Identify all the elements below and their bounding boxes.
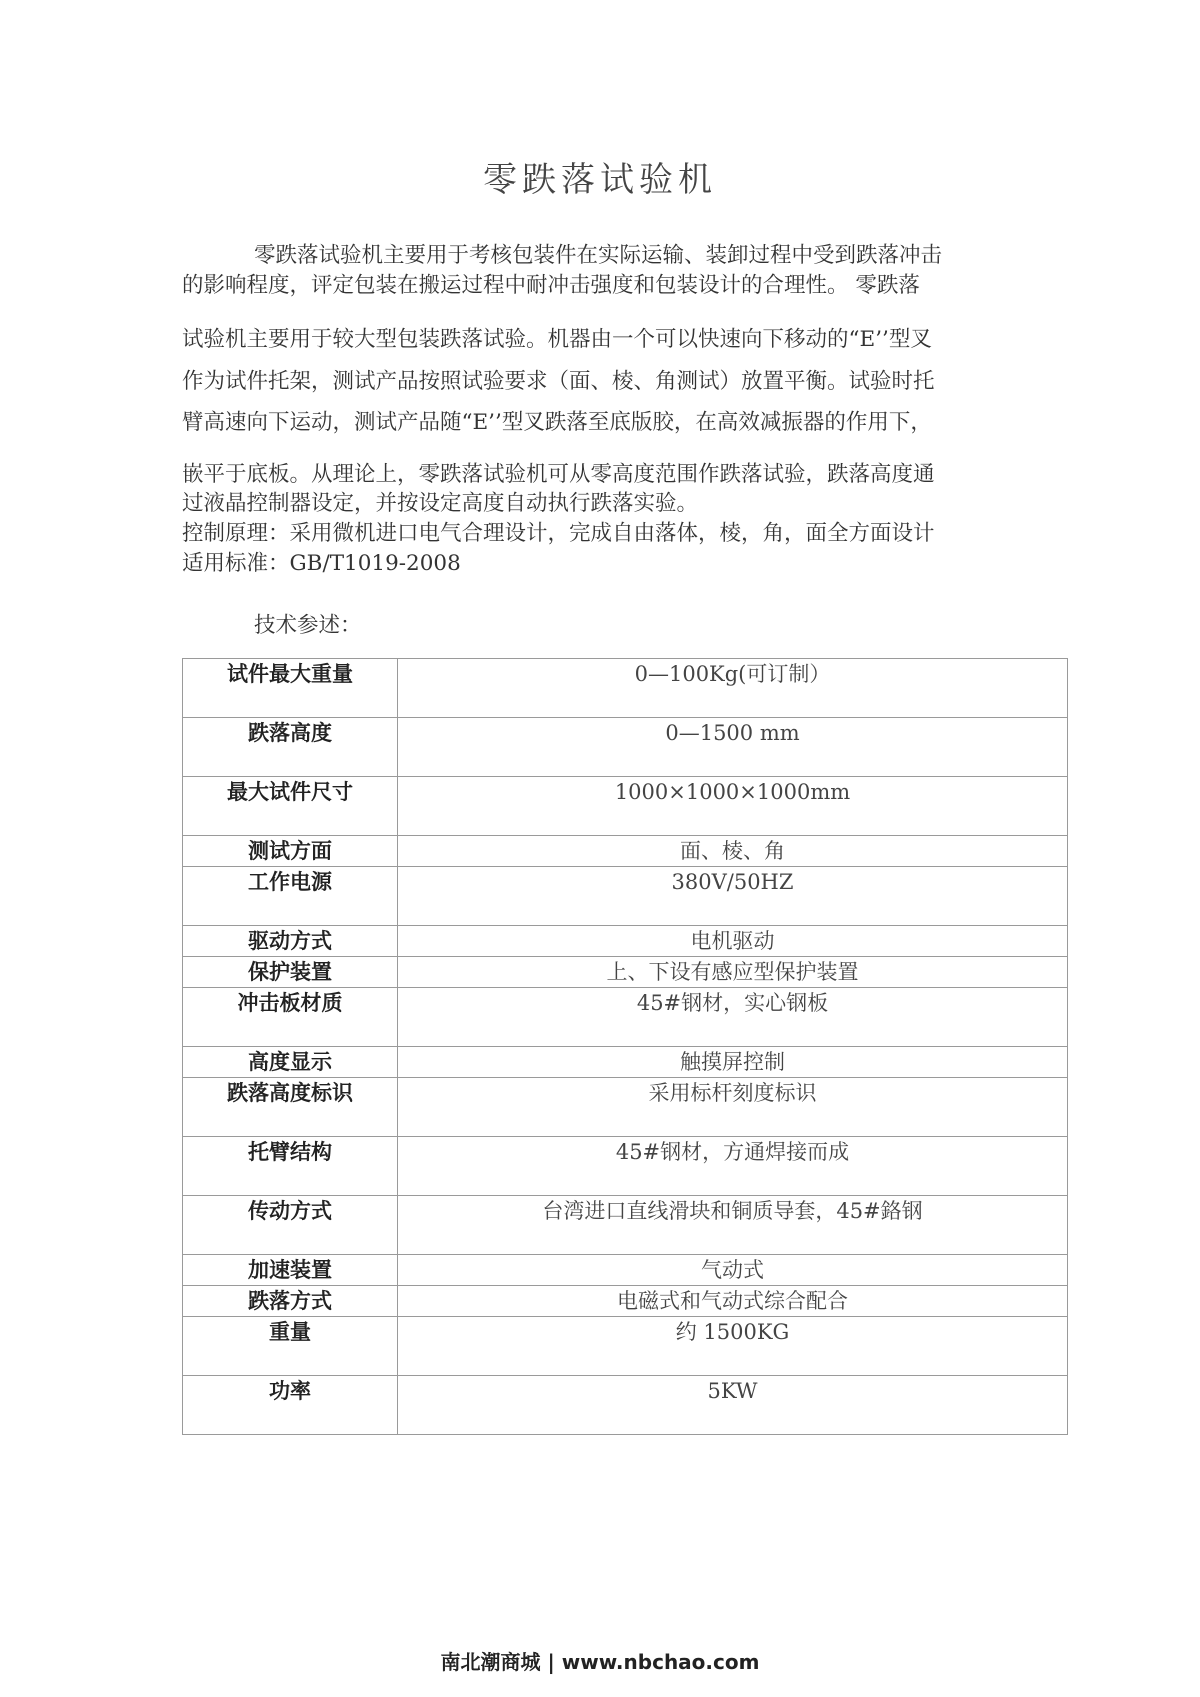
param-key: 驱动方式 xyxy=(183,926,398,957)
param-key: 高度显示 xyxy=(183,1047,398,1078)
param-value: 电机驱动 xyxy=(398,926,1068,957)
param-key: 工作电源 xyxy=(183,867,398,926)
params-table xyxy=(182,658,1068,1435)
paragraph-line: 试验机主要用于较大型包装跌落试验。机器由一个可以快速向下移动的“E’’型叉 xyxy=(182,327,932,352)
table-row xyxy=(183,957,1068,988)
footer-url-link[interactable]: www.nbchao.com xyxy=(561,1650,760,1674)
table-row xyxy=(183,836,1068,867)
table-row xyxy=(183,1317,1068,1376)
table-row xyxy=(183,1255,1068,1286)
paragraph-line: 作为试件托架，测试产品按照试验要求（面、棱、角测试）放置平衡。试验时托 xyxy=(182,369,935,394)
param-value: 约 1500KG xyxy=(398,1317,1068,1376)
table-row xyxy=(183,1376,1068,1435)
table-row xyxy=(183,926,1068,957)
param-value: 触摸屏控制 xyxy=(398,1047,1068,1078)
param-key: 功率 xyxy=(183,1376,398,1435)
table-row xyxy=(183,718,1068,777)
table-row xyxy=(183,777,1068,836)
param-value: 上、下设有感应型保护装置 xyxy=(398,957,1068,988)
table-row xyxy=(183,1286,1068,1317)
param-key: 测试方面 xyxy=(183,836,398,867)
footer xyxy=(0,1646,1200,1675)
control-principle-line: 控制原理：采用微机进口电气合理设计，完成自由落体，棱，角，面全方面设计 xyxy=(182,521,935,546)
standard-line: 适用标准：GB/T1019-2008 xyxy=(182,551,461,576)
table-row xyxy=(183,867,1068,926)
param-value: 台湾进口直线滑块和铜质导套，45#鉻钢 xyxy=(398,1196,1068,1255)
param-key: 试件最大重量 xyxy=(183,659,398,718)
param-value: 电磁式和气动式综合配合 xyxy=(398,1286,1068,1317)
param-value: 0—1500 mm xyxy=(398,718,1068,777)
paragraph-line: 臂高速向下运动，测试产品随“E’’型叉跌落至底版胶，在高效减振器的作用下， xyxy=(182,410,932,435)
param-value: 5KW xyxy=(398,1376,1068,1435)
param-value: 面、棱、角 xyxy=(398,836,1068,867)
paragraph-line: 过液晶控制器设定，并按设定高度自动执行跌落实验。 xyxy=(182,491,699,516)
param-key: 保护装置 xyxy=(183,957,398,988)
param-key: 跌落方式 xyxy=(183,1286,398,1317)
param-key: 加速装置 xyxy=(183,1255,398,1286)
param-value: 0—100Kg(可订制） xyxy=(398,659,1068,718)
table-row xyxy=(183,659,1068,718)
page-title: 零跌落试验机 xyxy=(483,160,717,200)
table-row xyxy=(183,1078,1068,1137)
param-value: 45#钢材，方通焊接而成 xyxy=(398,1137,1068,1196)
paragraph-line: 零跌落试验机主要用于考核包装件在实际运输、装卸过程中受到跌落冲击 xyxy=(254,243,943,268)
tech-params-label: 技术参述： xyxy=(254,613,362,638)
param-key: 冲击板材质 xyxy=(183,988,398,1047)
table-row xyxy=(183,1137,1068,1196)
param-key: 传动方式 xyxy=(183,1196,398,1255)
table-row xyxy=(183,988,1068,1047)
param-value: 1000×1000×1000mm xyxy=(398,777,1068,836)
param-key: 最大试件尺寸 xyxy=(183,777,398,836)
param-value: 380V/50HZ xyxy=(398,867,1068,926)
param-key: 跌落高度 xyxy=(183,718,398,777)
table-row xyxy=(183,1196,1068,1255)
param-value: 45#钢材，实心钢板 xyxy=(398,988,1068,1047)
param-key: 跌落高度标识 xyxy=(183,1078,398,1137)
paragraph-line: 的影响程度，评定包装在搬运过程中耐冲击强度和包装设计的合理性。 零跌落 xyxy=(182,273,920,298)
paragraph-line: 嵌平于底板。从理论上，零跌落试验机可从零高度范围作跌落试验，跌落高度通 xyxy=(182,462,935,487)
param-value: 气动式 xyxy=(398,1255,1068,1286)
footer-separator: | xyxy=(547,1650,555,1674)
param-key: 重量 xyxy=(183,1317,398,1376)
param-key: 托臂结构 xyxy=(183,1137,398,1196)
param-value: 采用标杆刻度标识 xyxy=(398,1078,1068,1137)
footer-brand: 南北潮商城 xyxy=(440,1650,541,1674)
table-row xyxy=(183,1047,1068,1078)
